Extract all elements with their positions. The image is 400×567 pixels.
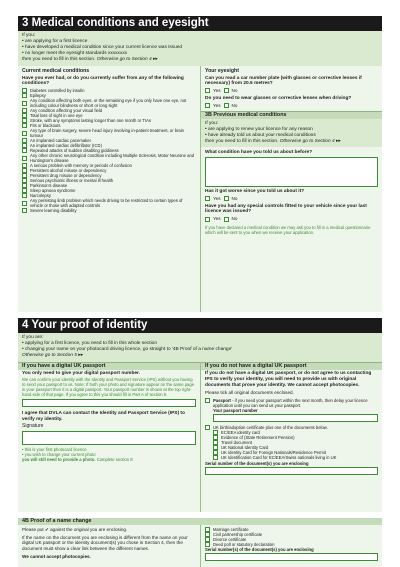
checkbox-row	[213, 455, 378, 460]
checkbox-label: UK National Identity Card	[221, 445, 269, 451]
signature-label: Signature	[22, 423, 44, 430]
prev-intro-tail-line	[205, 139, 378, 145]
eyesight-question-2: Do you need to wear glasses or corrective lenses when driving?	[205, 95, 352, 101]
passport-number-label: Your passport number	[213, 408, 258, 414]
no-digital-passport-column	[200, 362, 382, 512]
yes-checkbox[interactable]	[205, 217, 210, 222]
checkbox-label: An implanted cardiac defibrillator (ICD)	[30, 143, 102, 149]
passport-option	[205, 398, 378, 408]
controls-answer	[205, 216, 378, 222]
intro-tail: then you need to fill in this section.	[22, 57, 96, 62]
yes-label: Yes	[213, 102, 221, 108]
digital-passport-title: If you have a digital UK passport	[18, 362, 200, 370]
no-label: No	[231, 216, 238, 222]
checkbox-label: Sleep apnoea syndrome	[30, 188, 76, 194]
checkbox-row	[22, 198, 196, 208]
intro-item: • no longer meet the eyesight standards xxxxxxxx	[22, 51, 378, 57]
passport-option-text	[213, 398, 378, 408]
checkbox-label: UK Identification Card for EC/EEA/Swiss nationals living in UK	[221, 455, 337, 461]
skip-arrow-icon: ▸▸	[335, 139, 341, 145]
no-digital-passport-question	[205, 371, 378, 388]
no-label: No	[231, 102, 238, 108]
checkbox-row	[22, 98, 196, 108]
checkbox[interactable]	[22, 93, 27, 98]
name-change-text-column	[18, 525, 200, 567]
previous-conditions-title: 3B Previous medical conditions	[201, 111, 382, 119]
no-photocopies-text: We cannot accept photocopies.	[287, 382, 360, 388]
checkbox-label: An implanted cardiac pacemaker	[30, 138, 91, 144]
section-4-title: 4 Your proof of identity	[18, 318, 382, 333]
previous-conditions-intro	[201, 119, 382, 147]
previous-condition-question: What condition have you told us about before?	[205, 150, 313, 156]
checkbox[interactable]	[22, 156, 27, 161]
prev-intro-item: • have already told us about your medical conditions	[205, 133, 378, 139]
passport-text: - if you need your passport within the next month, then delay your licence application until you can send us your passport.	[213, 398, 368, 409]
checkbox[interactable]	[22, 131, 27, 136]
checkbox-label: Travel document	[221, 440, 253, 446]
name-change-docs-column	[200, 525, 382, 567]
yes-label: Yes	[213, 195, 221, 201]
name-change-serial-label: Serial number(s) of the document(s) you are enclosing	[205, 547, 314, 552]
no-checkbox[interactable]	[224, 196, 229, 201]
passport-number-input[interactable]	[213, 414, 378, 422]
section-4-intro	[18, 333, 382, 362]
name-change-explanation: If the name on the document you are enclosing is different from the name on your digital UK passport or the identity document(s) you chose in Section 4, then the document must show a clear link between the different names.	[22, 534, 188, 552]
checkbox-label: A serious problem with memory or periods of confusion	[30, 163, 132, 169]
checkbox-label: Serious psychiatric illness or mental ill health	[30, 178, 114, 184]
eyesight-column	[200, 66, 382, 312]
eyesight-q2-answer	[205, 103, 378, 109]
section-3-title: 3 Medical conditions and eyesight	[18, 16, 382, 31]
medical-note: If you have declared a medical condition we may ask you to fill in a medical questionnaire which will be sent to you when we receive your application.	[205, 225, 371, 236]
checkbox-label: Stroke, with any symptoms lasting longer than one month or TIAs	[30, 118, 151, 124]
no-digital-passport-title: If you do not have a digital UK passport	[201, 362, 382, 370]
passport-checkbox[interactable]	[205, 398, 210, 403]
sig-note-text: this is your first photocard licence	[24, 446, 87, 452]
checkbox[interactable]	[22, 201, 27, 206]
sig-note-bold: you will still need to provide a photo.	[22, 456, 96, 462]
prev-intro-list	[205, 127, 378, 139]
sig-note-text: you wish to change your current photo	[24, 451, 96, 457]
intro-tail-line	[22, 57, 378, 63]
birth-certificate-label: UK birth/adoption certificate plus one of the documents below.	[213, 425, 328, 431]
name-change-documents-list	[205, 527, 378, 547]
no-checkbox[interactable]	[224, 217, 229, 222]
eyesight-question-1: Can you read a car number plate (with glasses or corrective lenses if necessary) from 20.5 metres?	[205, 75, 362, 87]
checkbox[interactable]	[22, 208, 27, 213]
yes-label: Yes	[213, 88, 221, 94]
checkbox-label: Civil partnership certificate	[213, 532, 263, 537]
checkbox-label: Evidence of (State Retirement Pension)	[221, 435, 295, 441]
s4-intro-list	[22, 341, 378, 353]
prev-intro-item: • are applying to renew your licence for any reason	[205, 127, 378, 133]
signature-input[interactable]	[22, 431, 196, 445]
worse-answer	[205, 196, 378, 202]
checkbox-label: Severe learning disability	[30, 208, 77, 214]
sig-note-section: Complete section 8	[96, 456, 133, 462]
checkbox-label: Any type of brain surgery, severe head injury involving in-patient treatment, or brain tumour	[30, 128, 185, 139]
prev-intro-lead: If you:	[205, 121, 219, 127]
prev-intro-skip: Otherwise go to Section 4	[279, 139, 335, 145]
s4-intro-lead: If you are:	[22, 335, 44, 340]
checkbox-label: Total loss of sight in one eye	[30, 113, 83, 119]
worse-question: Has it got worse since you told us about it?	[205, 189, 305, 195]
ips-agreement: I agree that DVLA can contact the Identity and Passport Service (IPS) to verify my identity.	[22, 410, 185, 422]
s4-intro-item-text: changing your name on your photocard driving licence, go straight to '4B Proof of a name change'	[25, 347, 233, 352]
prev-intro-tail: then you need to fill in this section.	[205, 139, 279, 145]
serial-number-input[interactable]	[205, 467, 378, 475]
intro-skip: Otherwise go to Section 4	[96, 57, 152, 62]
no-checkbox[interactable]	[224, 88, 229, 93]
identity-documents-list	[213, 430, 378, 460]
current-medical-title: Current medical conditions	[22, 68, 90, 74]
no-label: No	[231, 88, 238, 94]
intro-lead: If you:	[22, 33, 36, 38]
checkbox-label: Any other chronic neurological condition including Multiple Sclerosis, Motor Neurone and Huntington's disease	[30, 153, 195, 164]
current-medical-column	[18, 66, 200, 312]
yes-checkbox[interactable]	[205, 103, 210, 108]
sig-bullet-icon: •	[22, 451, 25, 457]
eyesight-q1-answer	[205, 88, 378, 94]
intro-list	[22, 39, 378, 57]
checkbox-label: Any persisting limb problem which needs driving to be restricted to certain types of vehicle or those with adapted controls	[30, 198, 183, 209]
yes-checkbox[interactable]	[205, 196, 210, 201]
checkbox-label: Repeated attacks of sudden disabling giddiness	[30, 148, 119, 154]
checkbox-label: Narcolepsy	[30, 193, 51, 199]
section-4b-columns	[18, 525, 382, 567]
section-4-columns	[18, 362, 382, 512]
checkbox-label: Any condition affecting both eyes, or the remaining eye if you only have one eye, not including colour blindness or short or long sight	[30, 98, 187, 109]
no-checkbox[interactable]	[224, 103, 229, 108]
birth-certificate-checkbox[interactable]	[205, 425, 210, 430]
name-change-instruction: Please put ✔ against the original you are enclosing.	[22, 527, 128, 532]
checkbox[interactable]	[22, 193, 27, 198]
checkbox-label: Deed poll or statutory declaration	[213, 542, 275, 547]
checkbox-label: Fits or blackouts	[30, 123, 61, 129]
checkbox-label: Persistent drug misuse or dependency	[30, 173, 102, 179]
name-change-serial-input[interactable]	[205, 553, 378, 561]
skip-arrow-icon: ▸▸	[152, 57, 158, 62]
section-4b-title: 4B Proof of a name change	[18, 518, 382, 525]
sig-bullet-icon: •	[22, 446, 25, 452]
checkbox[interactable]	[22, 148, 27, 153]
digital-passport-question: You only need to give your digital passport number.	[22, 371, 140, 376]
s4-intro-item: • applying for a first licence, you need to fill in this whole section	[22, 341, 378, 347]
checkbox-label: Marriage certificate	[213, 527, 249, 532]
intro-item: • have developed a medical condition since your current licence was issued	[22, 45, 378, 51]
checkbox[interactable]	[22, 101, 27, 106]
skip-arrow-icon: ▸▸	[78, 353, 84, 358]
checkbox-label: Any condition affecting your visual field	[30, 108, 103, 114]
s4-intro-skip: Otherwise go to Section 5	[22, 353, 77, 358]
checkbox-label: Divorce certificate	[213, 537, 247, 542]
no-label: No	[231, 195, 238, 201]
passport-label: Passport	[213, 398, 231, 404]
yes-checkbox[interactable]	[205, 88, 210, 93]
checkbox-label: Diabetes controlled by insulin	[30, 88, 85, 94]
section-3-intro	[18, 31, 382, 66]
serial-number-label: Serial number of the document(s) you are enclosing	[205, 461, 309, 467]
checkbox-label: Persistent alcohol misuse or dependency	[30, 168, 107, 174]
checkbox-row	[22, 128, 196, 138]
digital-passport-text: We can confirm your identity with the Identity and Passport Service (IPS) without you having to send your passport to us. Note: If both your photo and signature appear on the same page in your passport then it is a digital passport. Your passport number is shown at the top right-hand side of that page. If you agree to this you should fill in Part A of section 5.	[22, 376, 195, 397]
checkbox[interactable]	[22, 123, 27, 128]
name-change-photocopies: We cannot accept photocopies.	[22, 553, 91, 559]
section-3-columns	[18, 66, 382, 312]
checkbox-label: Epilepsy	[30, 93, 46, 99]
intro-item: • are applying for a first licence	[22, 39, 378, 45]
conditions-list	[22, 88, 196, 213]
previous-condition-input[interactable]	[205, 157, 378, 187]
eyesight-title: Your eyesight	[205, 68, 239, 74]
controls-question: Have you had any special controls fitted to your vehicle since your last licence was issued?	[205, 203, 367, 215]
checkbox-row	[22, 208, 196, 213]
digital-passport-column	[18, 362, 200, 512]
s4-intro-skip-line	[22, 353, 378, 359]
no-digital-passport-text: If you do not have a digital UK passport, or do not agree to us contacting IPS to verify your identity, you will need to provide us with original documents that prove your identity.	[205, 371, 372, 388]
signature-note-3	[22, 457, 196, 462]
checkbox-label: Parkinson's disease	[30, 183, 68, 189]
digital-passport-number-input[interactable]	[22, 399, 196, 407]
checkbox-label: EC/EEA identity card	[221, 430, 260, 436]
tick-documents: Please tick all original documents enclosed.	[205, 390, 294, 396]
checkbox-row	[22, 153, 196, 163]
checkbox-label: UK Identity Card for Foreign Nationals/Residence Permit	[221, 450, 326, 456]
checkbox[interactable]	[213, 455, 218, 460]
current-medical-question: Have you ever had, or do you currently suffer from any of the following conditions?	[22, 75, 184, 87]
yes-label: Yes	[213, 216, 221, 222]
